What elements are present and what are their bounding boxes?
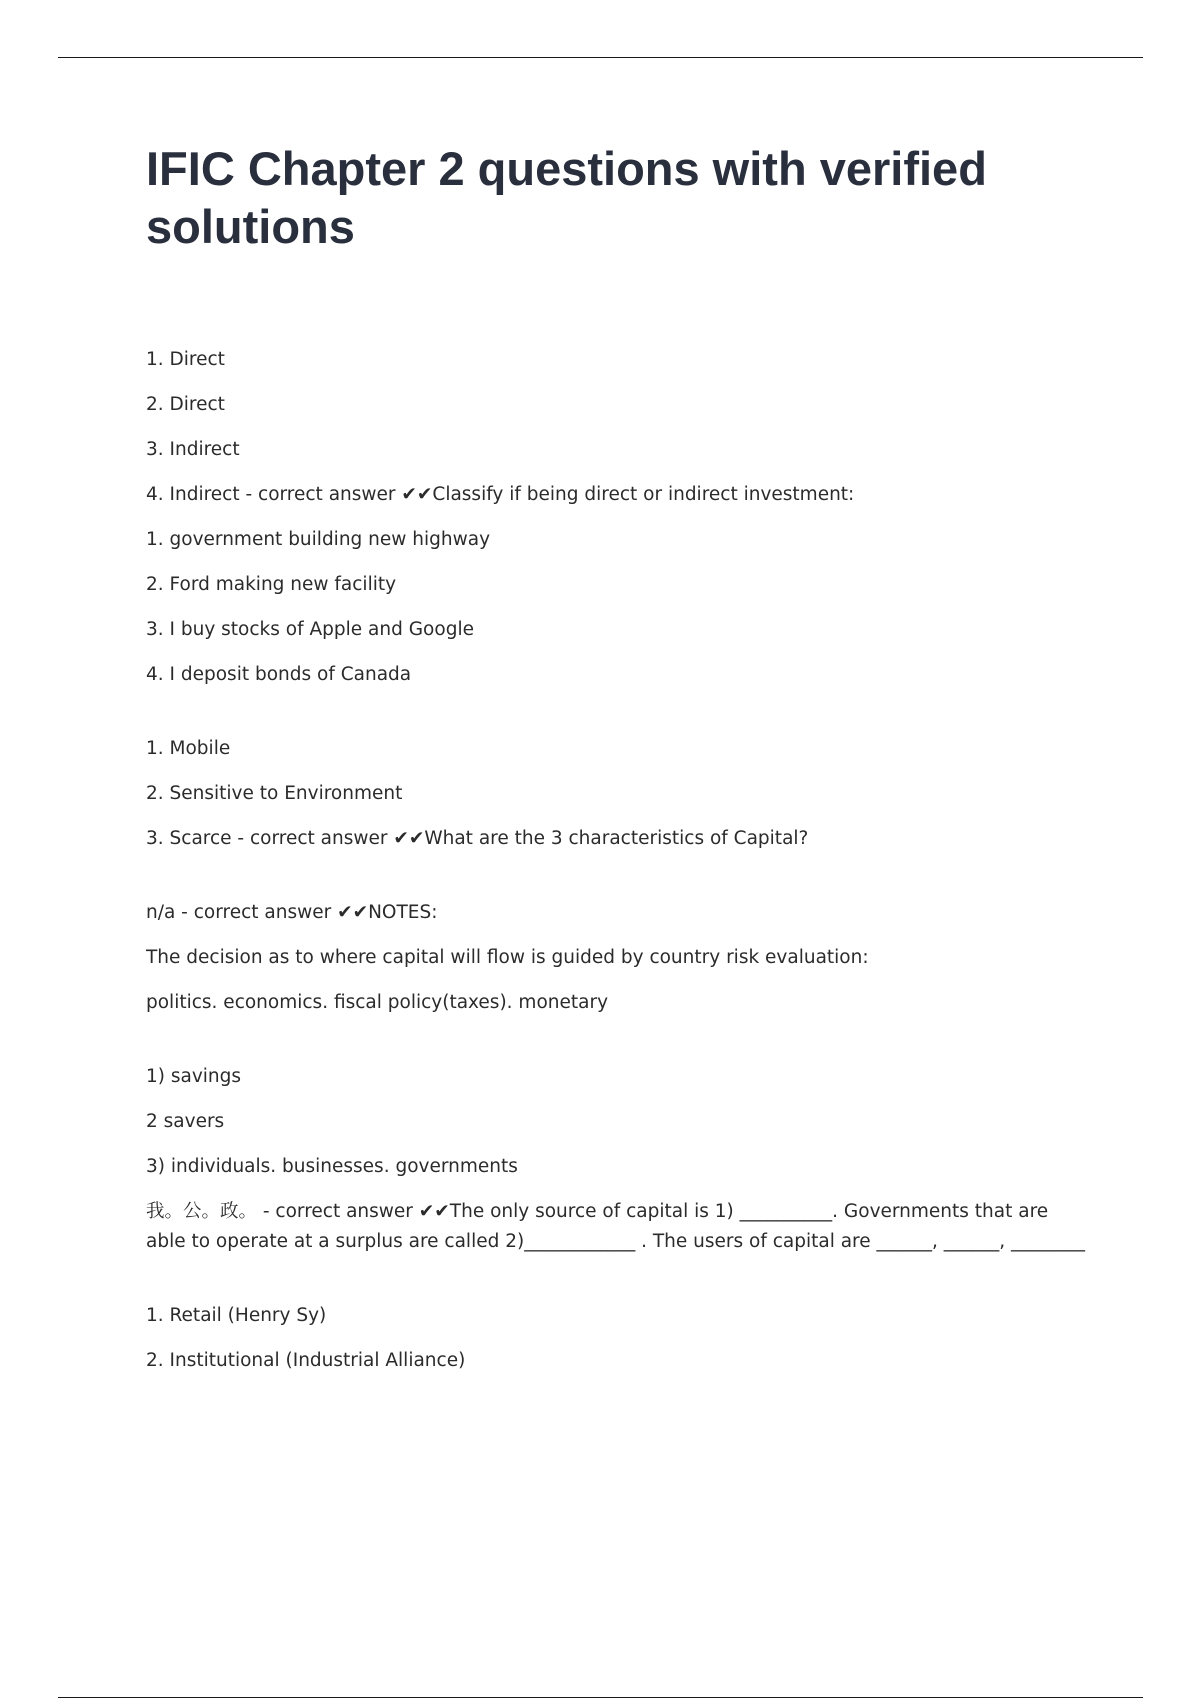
- qa-block-capital-source: [146, 1062, 1086, 1257]
- qa-block-notes: [146, 898, 1086, 1018]
- answer-line: 1) savings: [146, 1066, 242, 1087]
- header-rule: [58, 57, 1143, 58]
- question-line: 4. I deposit bonds of Canada: [146, 664, 412, 685]
- answer-question-line: 3. Scarce - correct answer ✔✔What are the 3 characteristics of Capital?: [146, 828, 809, 849]
- notes-line: The decision as to where capital will flow is guided by country risk evaluation:: [146, 947, 869, 968]
- qa-block-investment-type: [146, 345, 1086, 690]
- qa-block-investor-types: [146, 1301, 1086, 1376]
- answer-line: 2. Sensitive to Environment: [146, 783, 403, 804]
- answer-line: 1. Retail (Henry Sy): [146, 1305, 327, 1326]
- answer-question-line: n/a - correct answer ✔✔NOTES:: [146, 902, 438, 923]
- answer-line: 1. Mobile: [146, 738, 231, 759]
- answer-line: 3) individuals. businesses. governments: [146, 1156, 518, 1177]
- qa-block-capital-characteristics: [146, 734, 1086, 854]
- answer-line: 2. Institutional (Industrial Alliance): [146, 1350, 466, 1371]
- footer-rule: [58, 1697, 1143, 1698]
- question-line: 2. Ford making new facility: [146, 574, 397, 595]
- answer-line: 2 savers: [146, 1111, 225, 1132]
- answer-line: 2. Direct: [146, 394, 225, 415]
- notes-line: politics. economics. fiscal policy(taxes). monetary: [146, 992, 609, 1013]
- document-body: [146, 345, 1086, 1420]
- answer-line: 1. Direct: [146, 349, 225, 370]
- document-title: IFIC Chapter 2 questions with verified solutions: [146, 142, 987, 253]
- answer-question-line: 4. Indirect - correct answer ✔✔Classify if being direct or indirect investment:: [146, 484, 855, 505]
- question-line: 3. I buy stocks of Apple and Google: [146, 619, 474, 640]
- answer-question-line: 我。公。政。 - correct answer ✔✔The only source of capital is 1) __________. Governments that are able to operate at a surplus are called 2)____________ . The users of capital are ______, ______, ________: [146, 1201, 1086, 1252]
- question-line: 1. government building new highway: [146, 529, 491, 550]
- answer-line: 3. Indirect: [146, 439, 240, 460]
